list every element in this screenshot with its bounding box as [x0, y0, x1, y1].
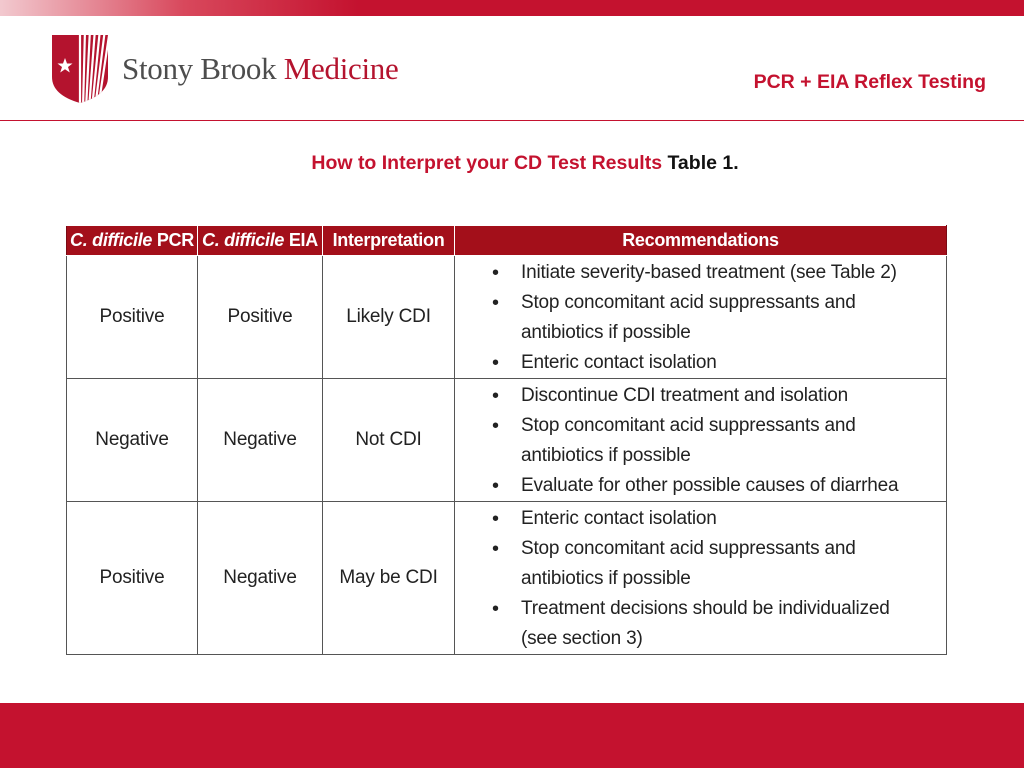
cell-recommendations — [455, 502, 947, 655]
cell-recommendations — [455, 256, 947, 379]
table-header-row — [67, 226, 947, 256]
table-row — [67, 502, 947, 655]
recommendation-list — [455, 379, 946, 501]
top-accent-stripe — [0, 0, 1024, 16]
cell-eia-result: Negative — [198, 379, 323, 502]
interpretation-table — [66, 225, 947, 655]
cell-pcr-result: Negative — [67, 379, 198, 502]
cell-recommendations — [455, 379, 947, 502]
recommendation-item: • Evaluate for other possible causes of diarrhea — [455, 471, 946, 501]
recommendation-list — [455, 502, 946, 654]
cell-interpretation: Likely CDI — [323, 256, 455, 379]
header-title: PCR + EIA Reflex Testing — [753, 71, 986, 93]
cell-interpretation: May be CDI — [323, 502, 455, 655]
recommendation-item: • Stop concomitant acid suppressants and antibiotics if possible — [455, 411, 946, 471]
cell-eia-result: Negative — [198, 502, 323, 655]
shield-logo-icon — [50, 33, 110, 105]
recommendation-item: • Enteric contact isolation — [455, 504, 946, 534]
cell-interpretation: Not CDI — [323, 379, 455, 502]
table-row — [67, 379, 947, 502]
recommendation-item: • Discontinue CDI treatment and isolation — [455, 381, 946, 411]
slide-title-table-ref: Table 1. — [667, 152, 739, 174]
column-header-interpretation: Interpretation — [323, 226, 455, 256]
slide-title — [0, 152, 1024, 175]
logo-word-stony-brook: Stony Brook — [122, 51, 277, 86]
stony-brook-medicine-logo — [50, 33, 398, 105]
footer-bar — [0, 703, 1024, 768]
recommendation-item: • Initiate severity-based treatment (see Table 2) — [455, 258, 946, 288]
cell-pcr-result: Positive — [67, 256, 198, 379]
cell-eia-result: Positive — [198, 256, 323, 379]
recommendation-item: • Treatment decisions should be individualized (see section 3) — [455, 594, 946, 654]
logo-wordmark — [122, 51, 398, 87]
slide-title-main: How to Interpret your CD Test Results — [311, 152, 663, 174]
column-header-eia: C. difficile EIA — [198, 226, 323, 256]
recommendation-item: • Stop concomitant acid suppressants and antibiotics if possible — [455, 534, 946, 594]
header-divider — [0, 120, 1024, 121]
logo-word-medicine: Medicine — [283, 51, 399, 86]
recommendation-list — [455, 256, 946, 378]
column-header-pcr: C. difficile PCR — [67, 226, 198, 256]
table-row — [67, 256, 947, 379]
column-header-recommendations: Recommendations — [455, 226, 947, 256]
cell-pcr-result: Positive — [67, 502, 198, 655]
recommendation-item: • Stop concomitant acid suppressants and antibiotics if possible — [455, 288, 946, 348]
recommendation-item: • Enteric contact isolation — [455, 348, 946, 378]
